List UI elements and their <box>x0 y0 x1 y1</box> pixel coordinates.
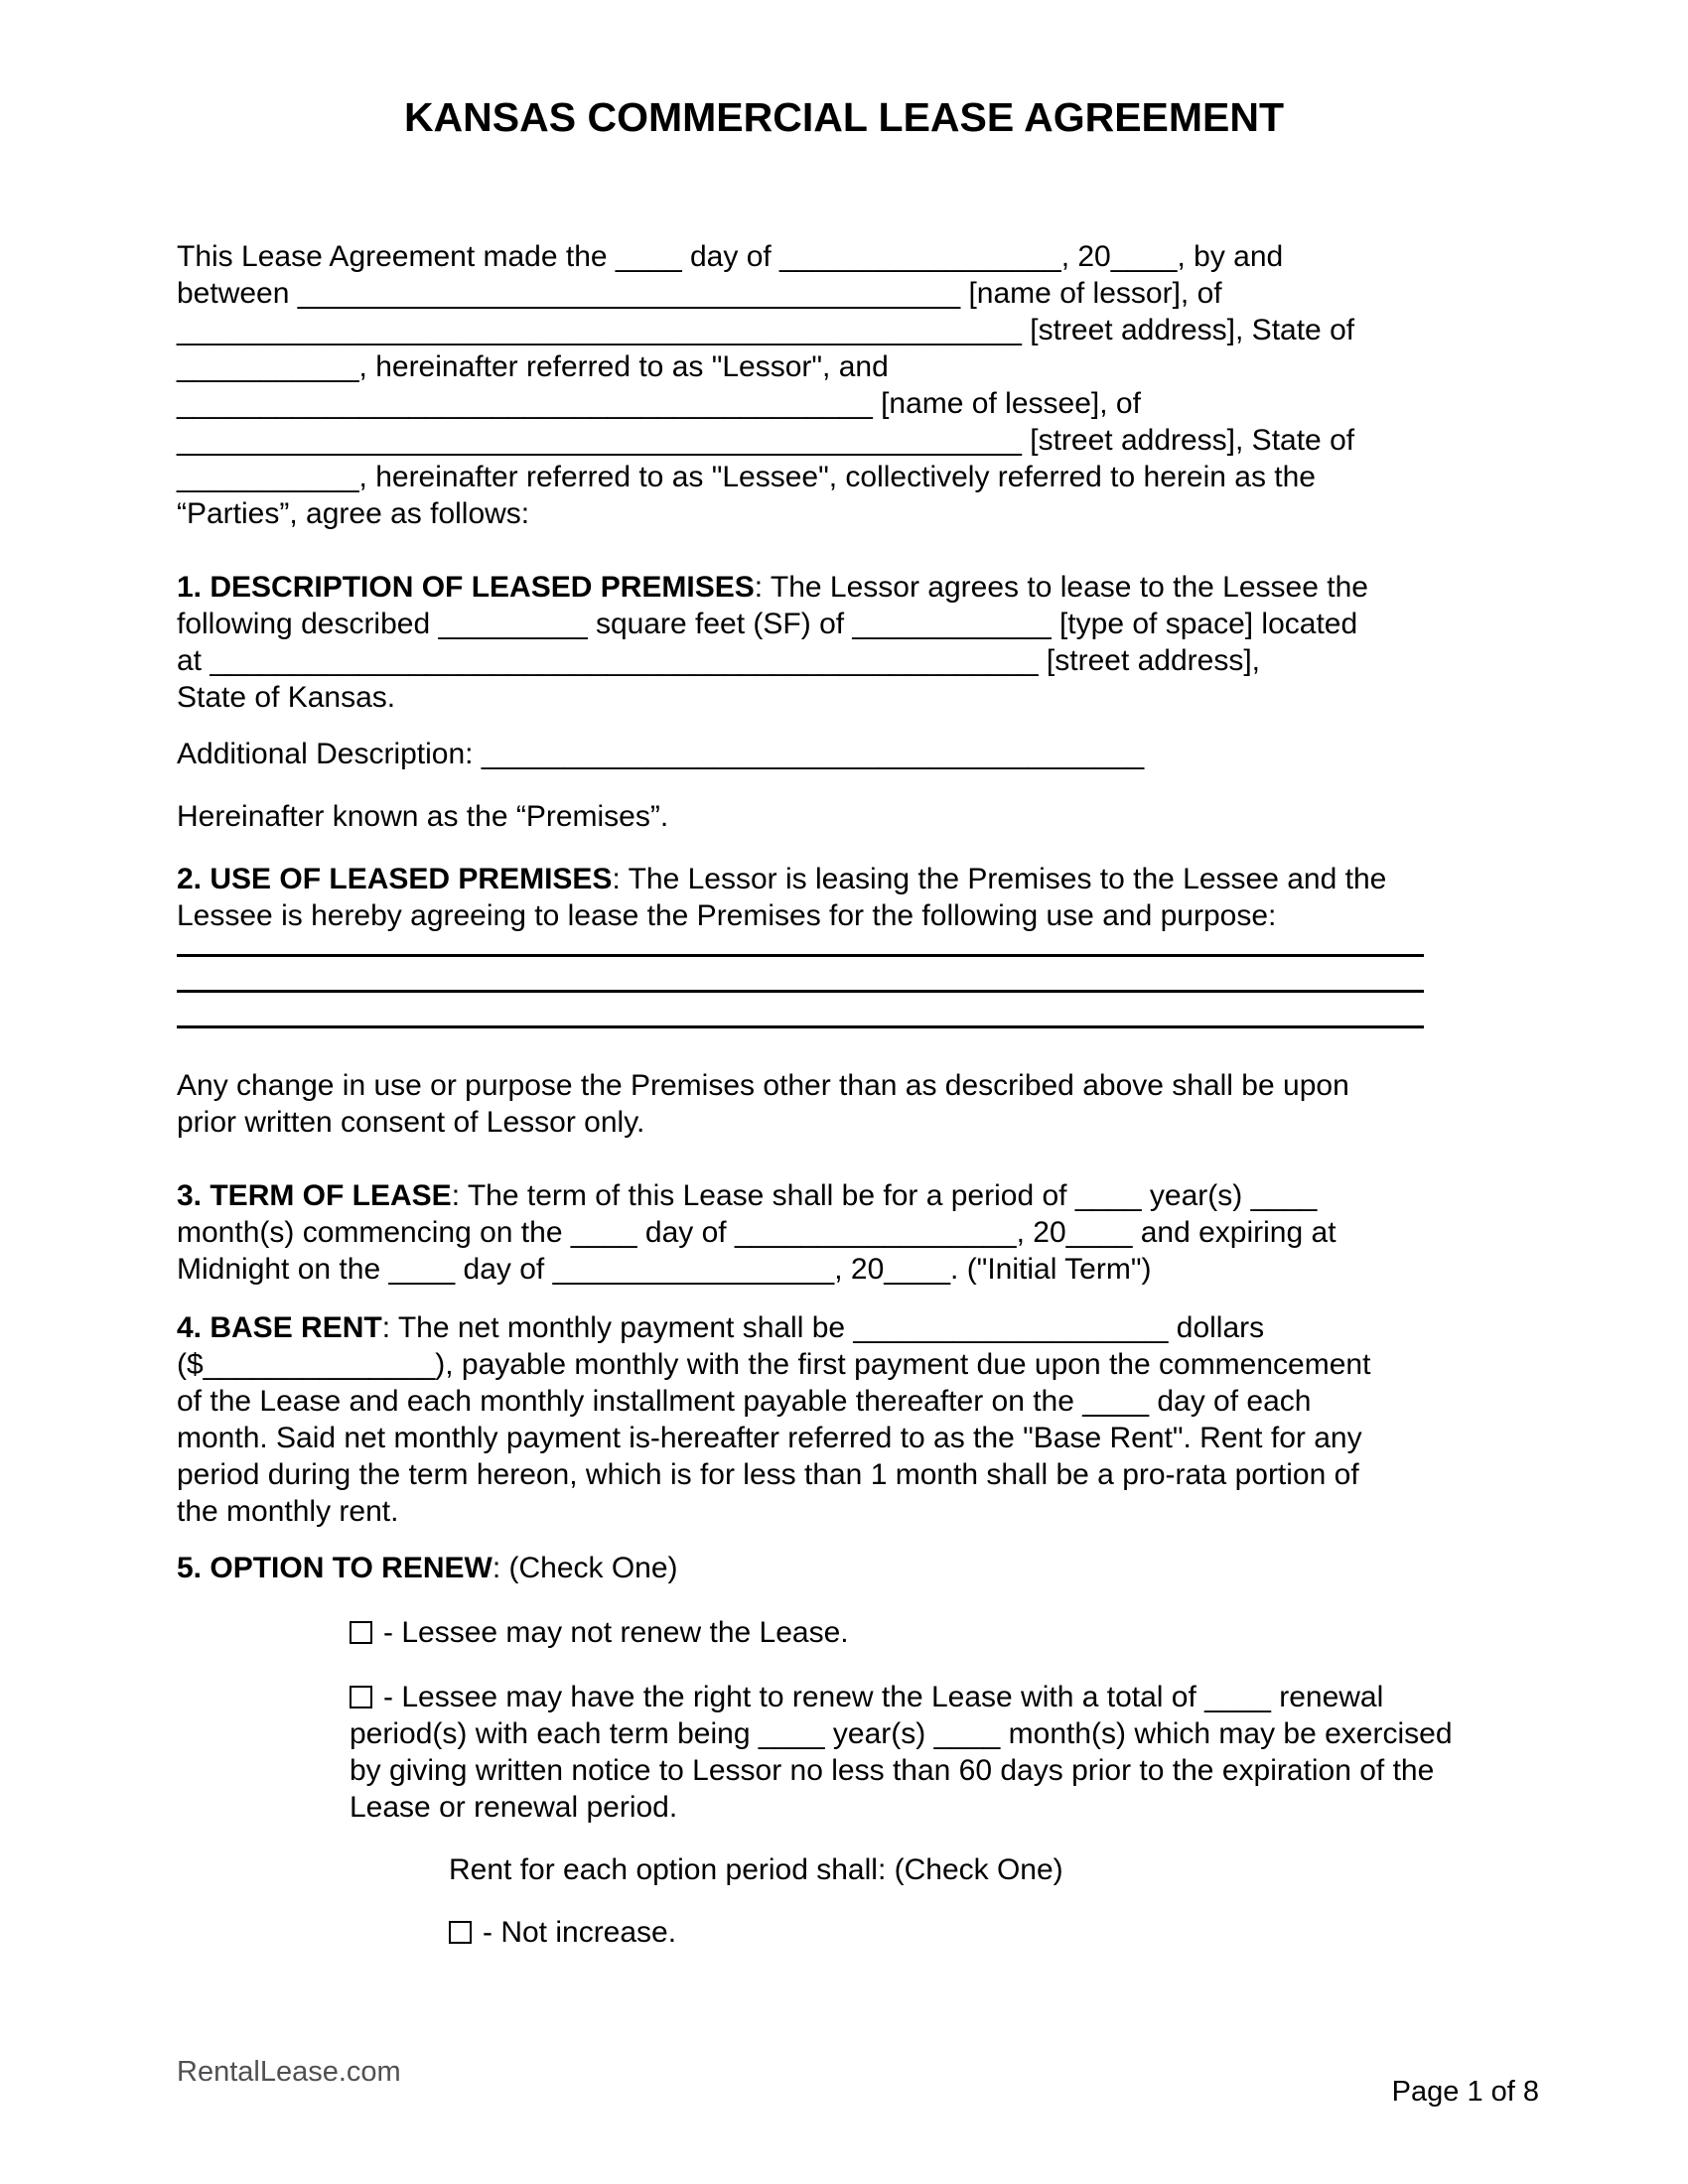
fill-in-line <box>177 934 1424 957</box>
section-2-heading: 2. USE OF LEASED PREMISES <box>177 863 613 895</box>
section-1-line: following described _________ square feet (SF) of ____________ [type of space] located <box>177 608 1358 640</box>
intro-line: “Parties”, agree as follows: <box>177 497 530 530</box>
intro-line: between ________________________________________ [name of lessor], of <box>177 277 1222 310</box>
section-3-term-of-lease <box>177 1177 1424 1288</box>
intro-line: This Lease Agreement made the ____ day of _________________, 20____, by and <box>177 240 1284 273</box>
use-change-line: Any change in use or purpose the Premises other than as described above shall be upon <box>177 1069 1349 1102</box>
section-2-line: Lessee is hereby agreeing to lease the Premises for the following use and purpose: <box>177 899 1277 932</box>
additional-description-field <box>177 736 1424 772</box>
premises-note <box>177 798 1424 835</box>
section-4-line: ($______________), payable monthly with the first payment due upon the commencement <box>177 1348 1371 1381</box>
use-change-note <box>177 1067 1424 1141</box>
section-4-line: the monthly rent. <box>177 1495 399 1528</box>
section-5-heading: 5. OPTION TO RENEW <box>177 1552 492 1584</box>
section-1-description-of-leased-premises <box>177 569 1424 716</box>
renew-option-may-renew-line <box>350 1679 1424 1715</box>
may-renew-label: - Lessee may have the right to renew the Lease with a total of ____ renewal <box>383 1681 1384 1713</box>
section-3-line: month(s) commencing on the ____ day of _________________, 20____ and expiring at <box>177 1216 1336 1249</box>
section-5-heading-line <box>177 1550 1424 1586</box>
intro-paragraph <box>177 238 1424 532</box>
intro-line: ___________, hereinafter referred to as "Lessor", and <box>177 350 889 383</box>
section-5-option-to-renew <box>177 1550 1424 1586</box>
may-renew-checkbox[interactable] <box>350 1686 372 1708</box>
no-renew-checkbox[interactable] <box>350 1621 372 1644</box>
fill-in-line <box>177 957 1424 993</box>
section-3-heading-line <box>177 1177 1424 1214</box>
footer-site-link[interactable]: RentalLease.com <box>177 2056 401 2088</box>
section-4-heading: 4. BASE RENT <box>177 1311 382 1344</box>
section-5-heading-rest: : (Check One) <box>492 1552 678 1584</box>
premises-note-line: Hereinafter known as the “Premises”. <box>177 800 669 833</box>
use-purpose-fill-in-lines <box>177 934 1424 1028</box>
section-1-heading: 1. DESCRIPTION OF LEASED PREMISES <box>177 571 755 604</box>
page-title: KANSAS COMMERCIAL LEASE AGREEMENT <box>403 94 1285 140</box>
section-4-base-rent <box>177 1309 1424 1530</box>
additional-description-line: Additional Description: ________________________________________ <box>177 738 1145 770</box>
section-2-use-of-leased-premises <box>177 861 1424 934</box>
not-increase-label: - Not increase. <box>483 1916 677 1949</box>
section-4-heading-line <box>177 1309 1424 1346</box>
section-2-heading-rest: : The Lessor is leasing the Premises to the Lessee and the <box>612 863 1387 895</box>
fill-in-line <box>177 993 1424 1028</box>
renew-option-may-renew <box>177 1679 1453 1826</box>
section-4-line: of the Lease and each monthly installment payable thereafter on the ____ day of each <box>177 1385 1312 1418</box>
not-increase-checkbox[interactable] <box>449 1921 472 1944</box>
rent-option-label <box>177 1851 1424 1888</box>
no-renew-label: - Lessee may not renew the Lease. <box>383 1616 849 1649</box>
section-2-heading-line <box>177 861 1424 897</box>
section-4-line: month. Said net monthly payment is-hereafter referred to as the "Base Rent". Rent for any <box>177 1422 1362 1454</box>
renew-option-no-renew <box>177 1614 1424 1651</box>
footer-page-number: Page 1 of 8 <box>1391 2076 1539 2108</box>
section-4-line: period during the term hereon, which is for less than 1 month shall be a pro-rata portion of <box>177 1458 1359 1491</box>
document-body <box>177 238 1453 1951</box>
intro-line: ___________, hereinafter referred to as "Lessee", collectively referred to herein as the <box>177 461 1316 493</box>
section-3-line: Midnight on the ____ day of _________________, 20____. ("Initial Term") <box>177 1253 1152 1286</box>
section-3-heading: 3. TERM OF LEASE <box>177 1179 452 1212</box>
renew-option-may-renew-line: by giving written notice to Lessor no less than 60 days prior to the expiration of the <box>350 1754 1435 1787</box>
section-3-heading-rest: : The term of this Lease shall be for a period of ____ year(s) ____ <box>451 1179 1318 1212</box>
intro-line: __________________________________________ [name of lessee], of <box>177 387 1141 420</box>
renew-option-no-renew-line <box>350 1614 1424 1651</box>
intro-line: ___________________________________________________ [street address], State of <box>177 424 1355 457</box>
renew-option-may-renew-line: Lease or renewal period. <box>350 1791 678 1824</box>
intro-line: ___________________________________________________ [street address], State of <box>177 314 1355 346</box>
section-4-heading-rest: : The net monthly payment shall be ___________________ dollars <box>381 1311 1265 1344</box>
rent-option-not-increase-line <box>449 1914 1424 1951</box>
section-1-heading-line <box>177 569 1424 606</box>
section-1-line: at __________________________________________________ [street address], <box>177 644 1261 677</box>
rent-option-label-line: Rent for each option period shall: (Check One) <box>449 1853 1063 1886</box>
rent-option-not-increase <box>177 1914 1424 1951</box>
use-change-line: prior written consent of Lessor only. <box>177 1106 645 1139</box>
section-1-line: State of Kansas. <box>177 681 396 714</box>
renew-option-may-renew-line: period(s) with each term being ____ year(s) ____ month(s) which may be exercised <box>350 1717 1453 1750</box>
section-1-heading-rest: : The Lessor agrees to lease to the Lessee the <box>754 571 1368 604</box>
